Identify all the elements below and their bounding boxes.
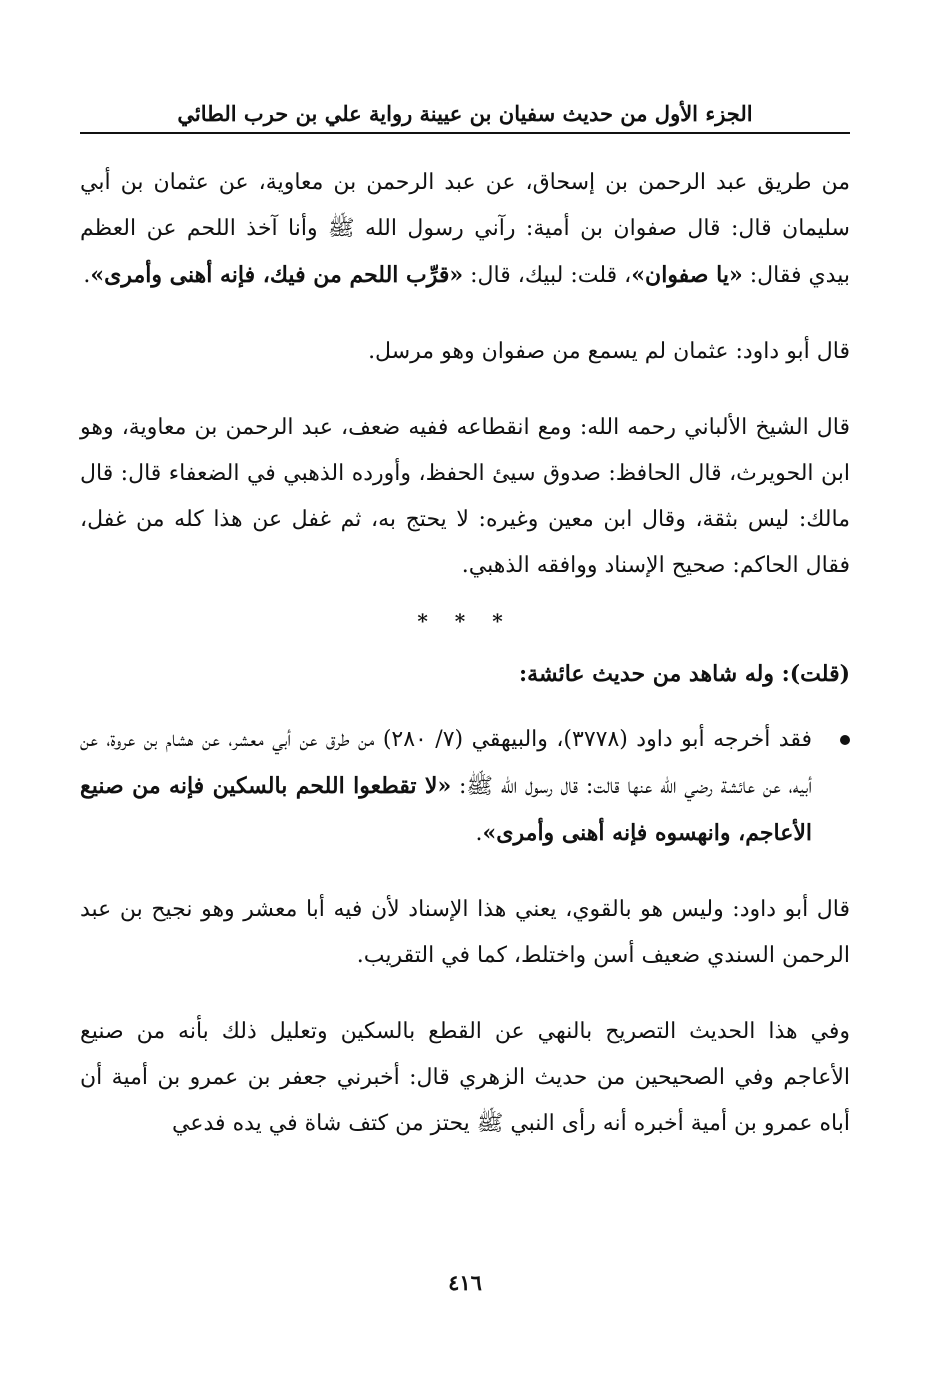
paragraph-6: قال أبو داود: وليس هو بالقوي، يعني هذا الإسناد لأن فيه أبا معشر وهو نجيح بن عبد الرحمن السندي ضعيف أسن واختلط، كما في التقريب.	[80, 897, 850, 968]
header-rule	[80, 132, 850, 134]
paragraph-7: وفي هذا الحديث التصريح بالنهي عن القطع بالسكين وتعليل ذلك بأنه من صنيع الأعاجم وفي الصحيحين من حديث الزهري قال: أخبرني جعفر بن عمرو بن أمية أن أباه عمرو بن أمية أخبره أنه رأى النبي ﷺ يحتز من كتف شاة في يده فدعي	[80, 1019, 850, 1136]
paragraph-1-call: «يا صفوان»	[631, 262, 743, 288]
body-text	[80, 160, 850, 1147]
paragraph-5-lead: فقد أخرجه أبو داود (٣٧٧٨)، والبيهقي (٧/ ٢٨٠) من طرق عن أبي معشر، عن هشام بن عروة، عن أبيه، عن عائشة رضي الله عنها قالت: قال رسول الله ﷺ:	[80, 727, 813, 799]
paragraph-1-mid: ، قلت: لبيك، قال:	[463, 263, 632, 288]
paragraph-5-end: .	[475, 821, 483, 846]
paragraph-3: قال الشيخ الألباني رحمه الله: ومع انقطاعه ففيه ضعف، عبد الرحمن بن معاوية، وهو ابن الحويرث، قال الحافظ: صدوق سيئ الحفظ، وأورده الذهبي في الضعفاء قال: قال مالك: ليس بثقة، وقال ابن معين وغيره: لا يحتج به، ثم غفل عن هذا كله من غفل، فقال الحاكم: صحيح الإسناد ووافقه الذهبي.	[80, 415, 850, 578]
paragraph-5-hadith: «لا تقطعوا اللحم بالسكين فإنه من صنيع الأعاجم، وانهسوه فإنه أهنى وأمرى»	[80, 773, 812, 846]
page-number: ٤١٦	[448, 1270, 482, 1295]
bullet-item	[80, 717, 850, 857]
paragraph-1-lead: من طريق عبد الرحمن بن إسحاق، عن عبد الرحمن بن معاوية، عن عثمان بن أبي سليمان قال: قال صفوان بن أمية: رآني رسول الله ﷺ وأنا آخذ اللحم عن العظم بيدي فقال:	[80, 170, 850, 288]
bullet-icon	[840, 735, 850, 745]
paragraph-1-end: .	[83, 263, 91, 288]
section-separator: * * *	[417, 609, 513, 633]
running-header: الجزء الأول من حديث سفيان بن عيينة رواية علي بن حرب الطائي	[177, 101, 753, 126]
paragraph-5	[80, 717, 812, 857]
paragraph-2: قال أبو داود: عثمان لم يسمع من صفوان وهو مرسل.	[368, 339, 850, 364]
paragraph-1	[80, 160, 850, 299]
paragraph-1-hadith: «قرِّب اللحم من فيك، فإنه أهنى وأمرى»	[90, 262, 464, 288]
paragraph-4: (قلت): وله شاهد من حديث عائشة:	[519, 661, 850, 687]
